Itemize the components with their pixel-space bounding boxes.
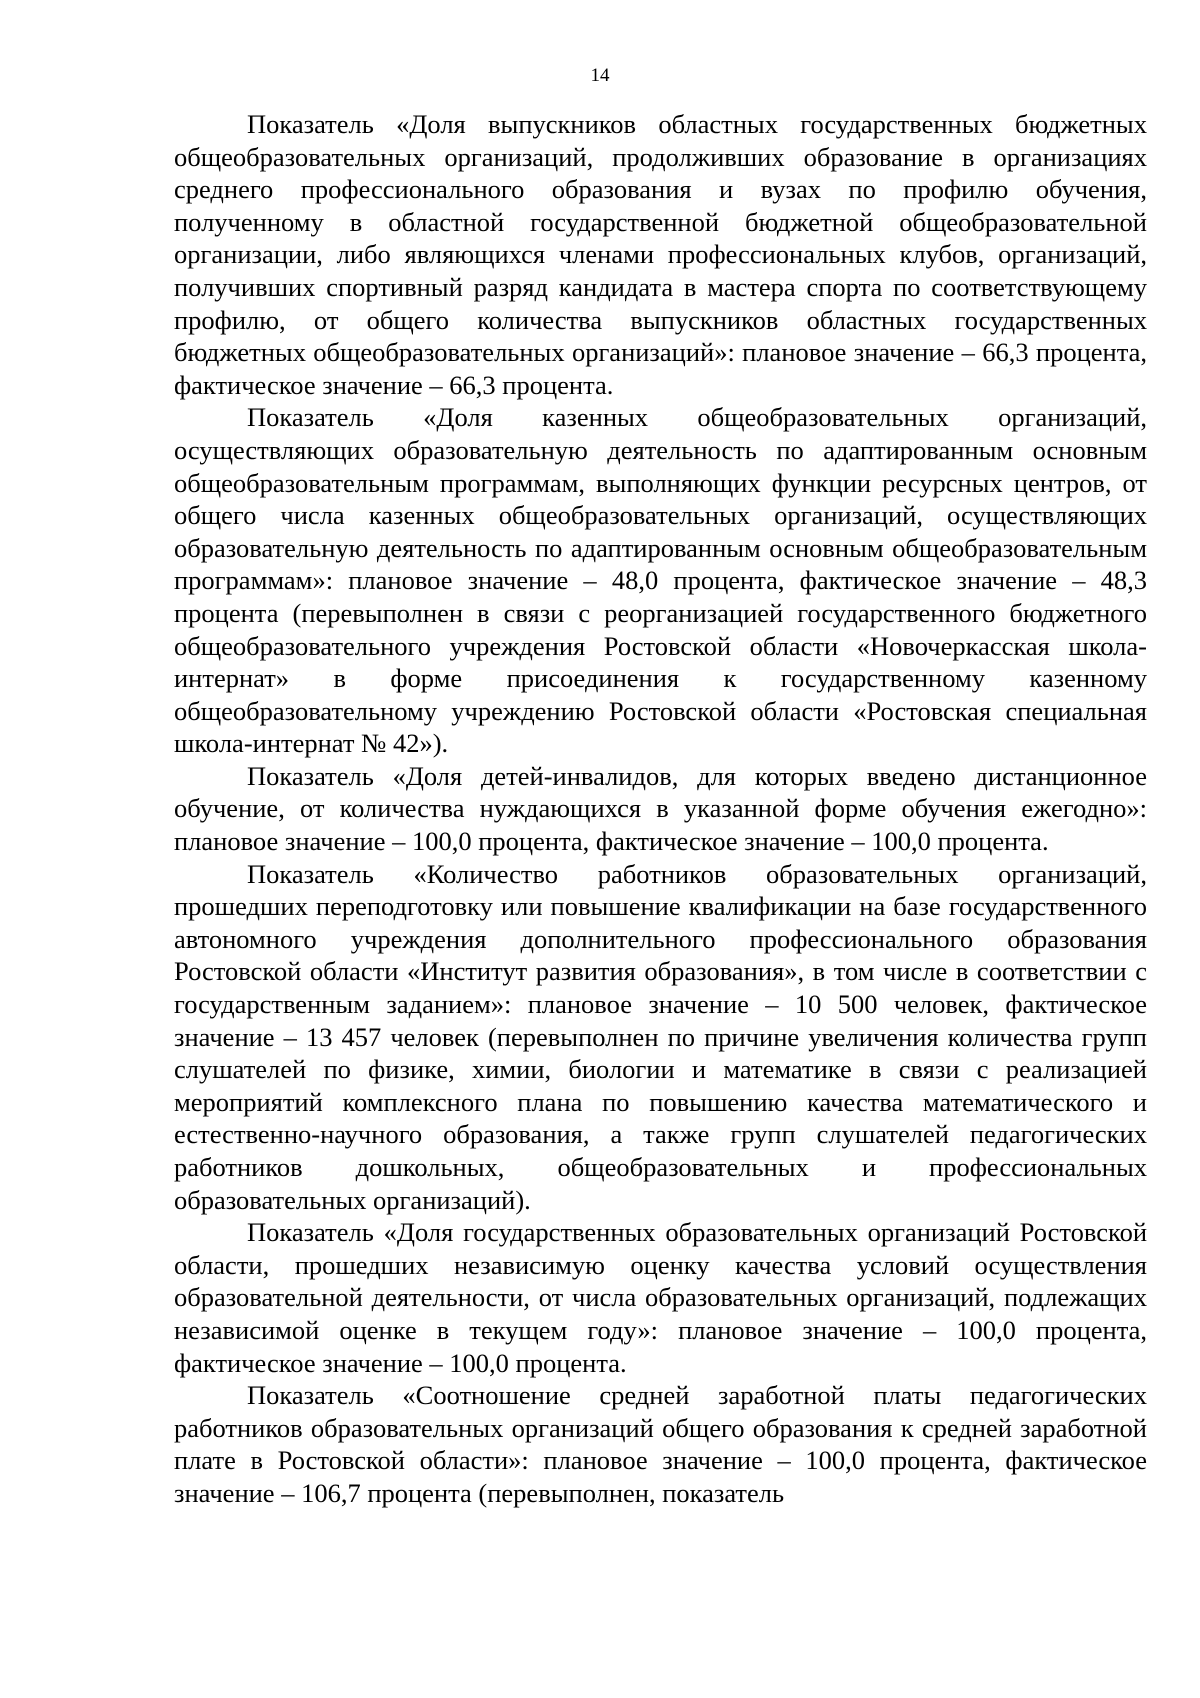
page-number: 14 — [590, 65, 610, 86]
paragraph-remote-learning-share: Показатель «Доля детей-инвалидов, для которых введено дистанционное обучение, от количества нуждающихся в указанной форме обучения ежегодно»: плановое значение – 100,0 процента, фактическое значение – 100,0 процента. — [174, 760, 1147, 857]
document-body — [174, 108, 1147, 1510]
paragraph-teacher-training-count: Показатель «Количество работников образовательных организаций, прошедших переподготовку или повышение квалификации на базе государственного автономного учреждения дополнительного профессионального образования Ростовской области «Институт развития образования», в том числе в соответствии с государственным заданием»: плановое значение – 10 500 человек, фактическое значение – 13 457 человек (перевыполнен по причине увеличения количества групп слушателей по физике, химии, биологии и математике в связи с реализацией мероприятий комплексного плана по повышению качества математического и естественно-научного образования, а также групп слушателей педагогических работников дошкольных, общеобразовательных и профессиональных образовательных организаций). — [174, 858, 1147, 1215]
paragraph-resource-centers-share: Показатель «Доля казенных общеобразовательных организаций, осуществляющих образовательную деятельность по адаптированным основным общеобразовательным программам, выполняющих функции ресурсных центров, от общего числа казенных общеобразовательных организаций, осуществляющих образовательную деятельность по адаптированным основным общеобразовательным программам»: плановое значение – 48,0 процента, фактическое значение – 48,3 процента (перевыполнен в связи с реорганизацией государственного бюджетного общеобразовательного учреждения Ростовской области «Новочеркасская школа-интернат» в форме присоединения к государственному казенному общеобразовательному учреждению Ростовской области «Ростовская специальная школа-интернат № 42»). — [174, 402, 1147, 759]
paragraph-quality-assessment-share: Показатель «Доля государственных образовательных организаций Ростовской области, прошедших независимую оценку качества условий осуществления образовательной деятельности, от числа образовательных организаций, подлежащих независимой оценке в текущем году»: плановое значение – 100,0 процента, фактическое значение – 100,0 процента. — [174, 1217, 1147, 1378]
paragraph-graduates-share: Показатель «Доля выпускников областных государственных бюджетных общеобразовательных организаций, продолживших образование в организациях среднего профессионального образования и вузах по профилю обучения, полученному в областной государственной бюджетной общеобразовательной организации, либо являющихся членами профессиональных клубов, организаций, получивших спортивный разряд кандидата в мастера спорта по соответствующему профилю, от общего количества выпускников областных государственных бюджетных общеобразовательных организаций»: плановое значение – 66,3 процента, фактическое значение – 66,3 процента. — [174, 109, 1147, 400]
paragraph-salary-ratio: Показатель «Соотношение средней заработной платы педагогических работников образовательных организаций общего образования к средней заработной плате в Ростовской области»: плановое значение – 100,0 процента, фактическое значение – 106,7 процента (перевыполнен, показатель — [174, 1380, 1147, 1508]
